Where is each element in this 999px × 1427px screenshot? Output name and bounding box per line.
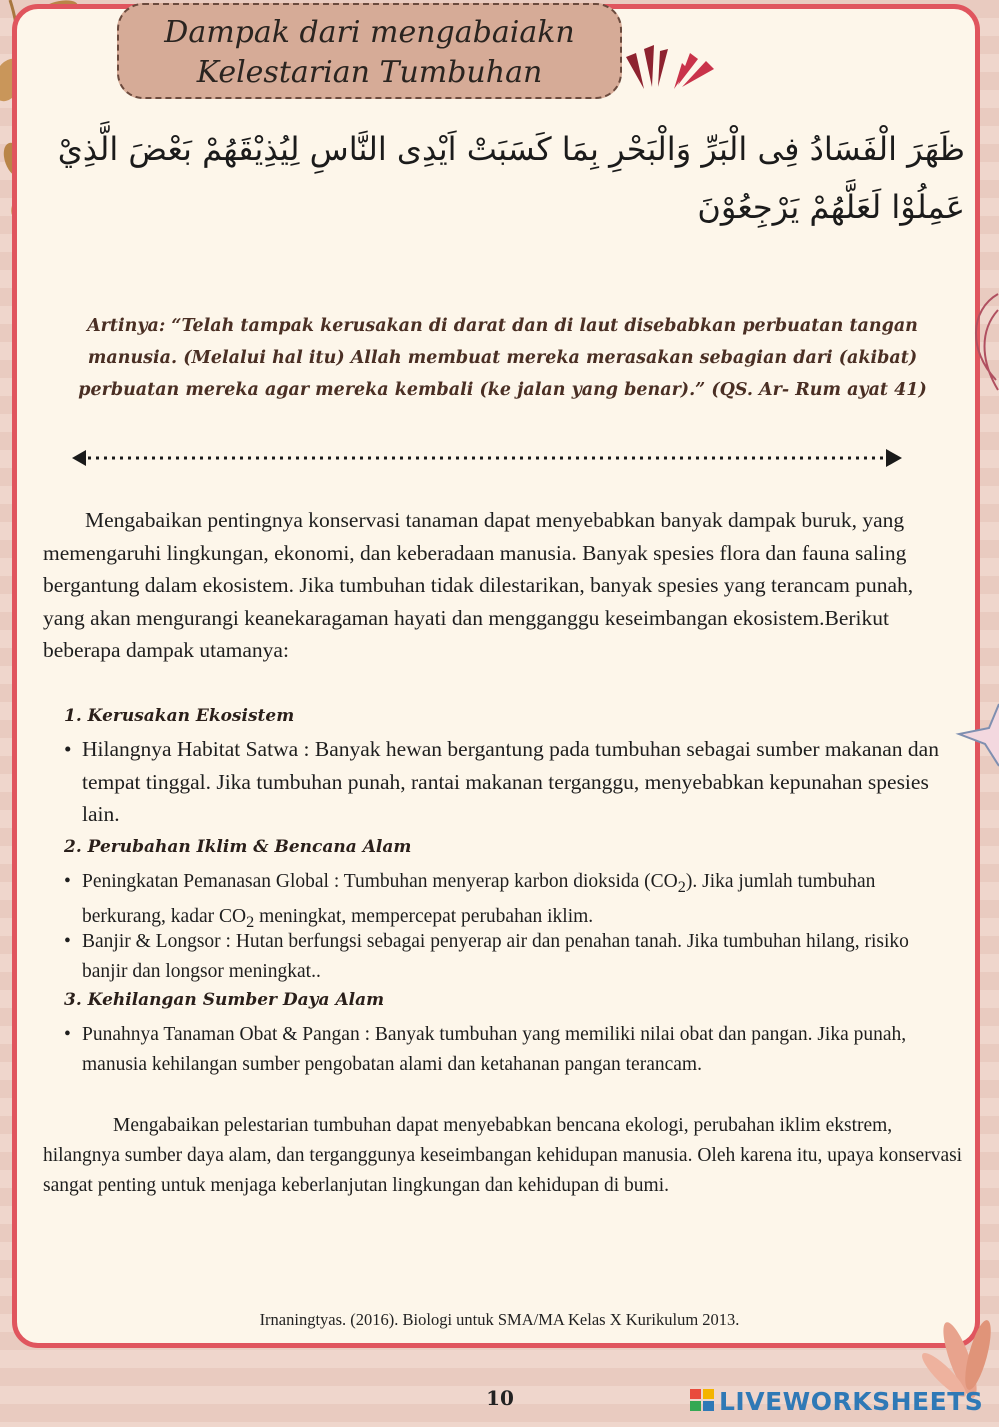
bullet-pemanasan-text-3: meningkat, mempercepat perubahan iklim. bbox=[254, 905, 594, 927]
exclamation-burst-icon bbox=[622, 39, 722, 99]
page-title-line-2: Kelestarian Tumbuhan bbox=[196, 55, 543, 90]
bullet-tanaman-obat: • Punahnya Tanaman Obat & Pangan : Banyak tumbuhan yang memiliki nilai obat dan pangan. Jika punah, manusia kehilangan sumber pengobatan alami dan ketahanan pangan terancam. bbox=[64, 1020, 954, 1080]
bullet-habitat: • Hilangnya Habitat Satwa : Banyak hewan bergantung pada tumbuhan sebagai sumber makanan dan tempat tinggal. Jika tumbuhan punah, rantai makanan terganggu, menyebabkan kepunahan spesies lain. bbox=[64, 733, 954, 831]
dotted-arrow-divider bbox=[72, 446, 902, 470]
co2-subscript: 2 bbox=[677, 877, 686, 896]
section-heading-iklim: 2. Perubahan Iklim & Bencana Alam bbox=[64, 837, 412, 857]
section-heading-ekosistem: 1. Kerusakan Ekosistem bbox=[64, 706, 295, 726]
title-box bbox=[117, 3, 622, 99]
quran-verse-arabic: ظَهَرَ الْفَسَادُ فِى الْبَرِّ وَالْبَحْرِ بِمَا كَسَبَتْ اَيْدِى النَّاسِ لِيُذِيْقَهُمْ بَعْضَ الَّذِيْ عَمِلُوْا لَعَلَّهُمْ يَرْجِعُوْنَ bbox=[57, 130, 965, 226]
star-decoration bbox=[955, 700, 999, 770]
citation: Irnaningtyas. (2016). Biologi untuk SMA/MA Kelas X Kurikulum 2013. bbox=[259, 1310, 740, 1329]
page-number: 10 bbox=[486, 1386, 514, 1410]
liveworksheets-brand-text: LIVEWORKSHEETS bbox=[719, 1386, 984, 1416]
co2-subscript: 2 bbox=[246, 912, 255, 931]
liveworksheets-logo[interactable] bbox=[690, 1386, 983, 1416]
section-heading-sumber-daya: 3. Kehilangan Sumber Daya Alam bbox=[64, 990, 385, 1010]
bullet-pemanasan-text-2: ). Jika jumlah tumbuhan berkurang, kadar CO bbox=[82, 871, 876, 927]
intro-paragraph: Mengabaikan pentingnya konservasi tanaman dapat menyebabkan banyak dampak buruk, yang memengaruhi lingkungan, ekonomi, dan keberadaan manusia. Banyak spesies flora dan fauna saling bergantung dalam ekosistem. Jika tumbuhan tidak dilestarikan, banyak spesies yang terancam punah, yang akan mengurangi keanekaragaman hayati dan mengganggu keseimbangan ekosistem.Berikut beberapa dampak utamanya: bbox=[43, 508, 914, 662]
bullet-banjir-longsor: • Banjir & Longsor : Hutan berfungsi sebagai penyerap air dan penahan tanah. Jika tumbuhan hilang, risiko banjir dan longsor meningkat.. bbox=[64, 927, 954, 987]
conclusion-paragraph: Mengabaikan pelestarian tumbuhan dapat menyebabkan bencana ekologi, perubahan iklim ekstrem, hilangnya sumber daya alam, dan terganggunya keseimbangan kehidupan manusia. Oleh karena itu, upaya konservasi sangat penting untuk menjaga keberlanjutan lingkungan dan kehidupan di bumi. bbox=[43, 1115, 963, 1196]
page-title-line-1: Dampak dari mengabaiakn bbox=[164, 15, 575, 50]
bullet-pemanasan-text-1: Peningkatan Pemanasan Global : Tumbuhan menyerap karbon dioksida (CO bbox=[82, 871, 678, 892]
verse-translation: Artinya: “Telah tampak kerusakan di darat dan di laut disebabkan perbuatan tangan manusia. (Melalui hal itu) Allah membuat mereka merasakan sebagian dari (akibat) perbuatan mereka agar mereka kembali (ke jalan yang benar).” (QS. Ar- Rum ayat 41) bbox=[78, 316, 927, 400]
swirl-decoration bbox=[960, 290, 999, 400]
liveworksheets-logo-icon bbox=[690, 1389, 716, 1413]
